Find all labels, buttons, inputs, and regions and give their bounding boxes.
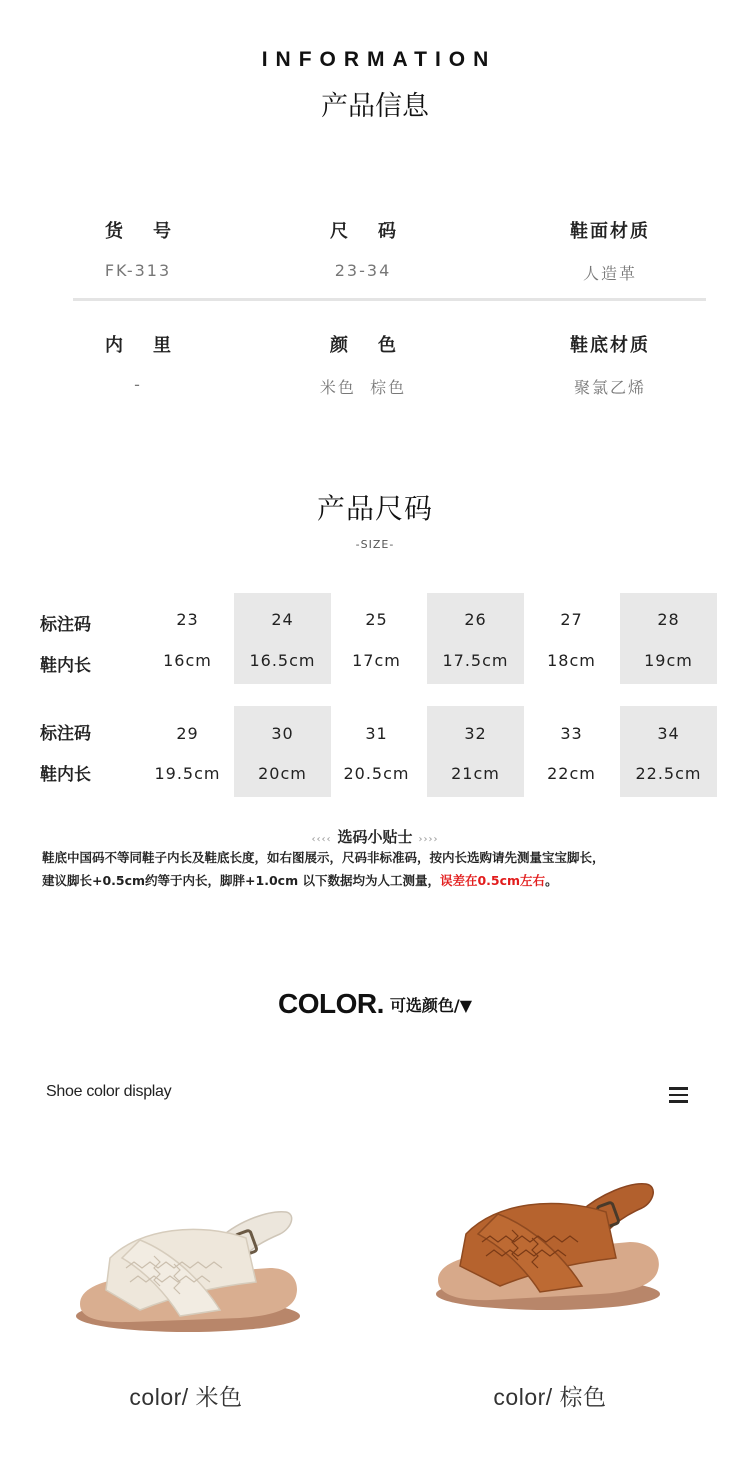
info-value: 米色 棕色 xyxy=(319,378,407,397)
arrows-left-icon: ‹‹‹‹ xyxy=(311,834,332,845)
size-column xyxy=(139,593,236,684)
info-divider xyxy=(73,298,706,301)
beige-sandal-image xyxy=(70,1198,310,1348)
arrows-right-icon: ›››› xyxy=(418,834,439,845)
length-value: 16.5cm xyxy=(249,651,316,670)
info-label: 尺码 xyxy=(330,221,426,242)
color-title-en: COLOR. xyxy=(277,988,384,1019)
size-value: 25 xyxy=(365,610,388,629)
size-column xyxy=(620,593,717,684)
tips-title-text: 选码小贴士 xyxy=(337,828,413,846)
size-column xyxy=(328,706,425,797)
info-field-upper-material xyxy=(520,217,700,284)
color-caption-beige: color/ 米色 xyxy=(129,1384,243,1410)
length-value: 22cm xyxy=(547,764,596,783)
info-field-color xyxy=(273,331,453,398)
size-value: 28 xyxy=(657,610,680,629)
size-column xyxy=(234,593,331,684)
size-value: 30 xyxy=(271,724,294,743)
information-title-cn: 产品信息 xyxy=(321,91,429,122)
size-value: 23 xyxy=(176,610,199,629)
color-title-cn: 可选颜色/▼ xyxy=(389,995,473,1015)
info-label: 内里 xyxy=(105,335,201,356)
length-value: 17.5cm xyxy=(442,651,509,670)
info-value: 人造革 xyxy=(582,264,637,283)
info-label: 鞋底材质 xyxy=(570,335,650,356)
size-column xyxy=(427,706,524,797)
length-value: 18cm xyxy=(547,651,596,670)
tips-line-1: 鞋底中国码不等同鞋子内长及鞋底长度，如右图展示，尺码非标准码，按内长选购请先测量宝宝脚长， xyxy=(42,850,605,865)
length-value: 19.5cm xyxy=(154,764,221,783)
info-label: 货号 xyxy=(105,221,201,242)
info-label: 颜色 xyxy=(330,335,426,356)
size-value: 34 xyxy=(657,724,680,743)
color-caption-brown: color/ 棕色 xyxy=(493,1384,607,1410)
size-column xyxy=(523,706,620,797)
size-column xyxy=(234,706,331,797)
tips-line-2-end: 。 xyxy=(545,873,558,888)
info-value: 聚氯乙烯 xyxy=(573,378,646,397)
size-title-en: -SIZE- xyxy=(355,538,395,551)
info-label: 鞋面材质 xyxy=(570,221,650,242)
tips-error-note: 误差在0.5cm左右 xyxy=(439,873,546,888)
info-field-lining xyxy=(48,331,228,394)
size-column xyxy=(427,593,524,684)
size-value: 31 xyxy=(365,724,388,743)
length-value: 20.5cm xyxy=(343,764,410,783)
tips-line-2 xyxy=(42,871,722,891)
length-value: 17cm xyxy=(352,651,401,670)
size-value: 24 xyxy=(271,610,294,629)
length-value: 19cm xyxy=(644,651,693,670)
size-column xyxy=(523,593,620,684)
length-value: 22.5cm xyxy=(635,764,702,783)
size-table-1 xyxy=(40,593,720,685)
brown-sandal-image xyxy=(430,1176,670,1326)
size-column xyxy=(620,706,717,797)
info-field-size-range xyxy=(273,217,453,280)
row-label-size: 标注码 xyxy=(40,615,91,635)
size-table-2 xyxy=(40,706,720,798)
size-value: 32 xyxy=(464,724,487,743)
color-heading xyxy=(0,988,750,1020)
size-value: 29 xyxy=(176,724,199,743)
size-value: 33 xyxy=(560,724,583,743)
size-title-cn: 产品尺码 xyxy=(316,492,433,525)
row-label-length: 鞋内长 xyxy=(40,765,91,785)
length-value: 16cm xyxy=(163,651,212,670)
tips-title xyxy=(0,826,750,847)
size-value: 26 xyxy=(464,610,487,629)
size-value: 27 xyxy=(560,610,583,629)
shoe-color-display-title: Shoe color display xyxy=(46,1083,172,1100)
info-value: FK-313 xyxy=(104,261,172,280)
info-field-sole-material xyxy=(520,331,700,398)
length-value: 21cm xyxy=(451,764,500,783)
information-title-en: INFORMATION xyxy=(261,48,497,71)
info-value: - xyxy=(134,375,142,394)
hamburger-menu-icon[interactable] xyxy=(669,1087,688,1103)
size-column xyxy=(328,593,425,684)
row-label-size: 标注码 xyxy=(40,724,91,744)
size-column xyxy=(139,706,236,797)
tips-line-2-text: 建议脚长+0.5cm约等于内长，脚胖+1.0cm 以下数据均为人工测量， xyxy=(42,873,440,888)
row-label-length: 鞋内长 xyxy=(40,656,91,676)
info-value: 23-34 xyxy=(334,261,392,280)
info-field-item-number xyxy=(48,217,228,280)
length-value: 20cm xyxy=(258,764,307,783)
